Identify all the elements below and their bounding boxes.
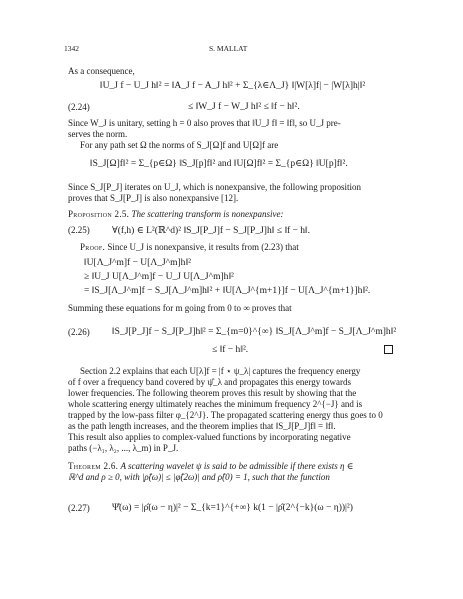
proof-text: Since U_J is nonexpansive, it results from (2.23) that [107,242,299,252]
text-line: as the path length increases, and the theorem implies that ‖S_J[P_J]f‖ = ‖f‖. [68,421,336,431]
text-line: As a consequence, [68,66,135,76]
qed-box [384,345,393,354]
text-line: This result also applies to complex-valued functions by incorporating negative [68,432,351,442]
equation-line: ∀(f,h) ∈ L²(ℝ^d)² ‖S_J[P_J]f − S_J[P_J]h‖ ≤ ‖f − h‖. [112,226,311,236]
equation-number: (2.24) [68,102,90,112]
text-line: trapped by the low-pass filter φ_{2^J}. The propagated scattering energy thus goes to 0 [68,410,383,420]
text-line: whole scattering energy ultimately reaches the minimum frequency 2^{−J} and is [68,399,363,409]
text-line: Since W_J is unitary, setting h = 0 also proves that ‖U_J f‖ = ‖f‖, so U_J pre- [68,118,341,128]
proposition-label: Proposition 2.5. [68,209,130,219]
equation-number: (2.27) [68,503,90,513]
equation-number: (2.25) [68,225,90,235]
text-line: For any path set Ω the norms of S_J[Ω]f and U[Ω]f are [80,140,279,150]
equation-line: = ‖S_J[Λ_J^m]f − S_J[Λ_J^m]h‖² + ‖U[Λ_J^{m+1}]f − U[Λ_J^{m+1}]h‖². [84,286,371,296]
equation-line: Ψ̂(ω) = |ρ̂(ω − η)|² − Σ_{k=1}^{+∞} k(1 − |ρ̂(2^{−k}(ω − η))|²) [112,503,353,513]
page-number: 1342 [64,44,79,53]
equation-line: ≤ ‖W_J f − W_J h‖² ≤ ‖f − h‖². [188,102,300,112]
proof-label: Proof. [80,242,106,252]
text-line: serves the norm. [68,129,128,139]
proposition-statement: The scattering transform is nonexpansive: [131,209,284,219]
theorem-label: Theorem 2.6. [68,461,119,471]
equation-line: ≤ ‖f − h‖². [212,345,249,355]
theorem-statement: A scattering wavelet ψ is said to be admissible if there exists η ∈ [120,461,354,471]
theorem-heading [68,461,353,472]
equation-line: ‖S_J[Ω]f‖² = Σ_{p∈Ω} ‖S_J[p]f‖² and ‖U[Ω]f‖² = Σ_{p∈Ω} ‖U[p]f‖². [90,159,348,169]
equation-text: ‖U_J f − U_J h‖² = ‖A_J f − A_J h‖² + Σ_{λ∈Λ_J} ‖|W[λ]f| − |W[λ]h|‖² [100,81,366,91]
equation-line: ‖S_J[P_J]f − S_J[P_J]h‖² = Σ_{m=0}^{∞} ‖S_J[Λ_J^m]f − S_J[Λ_J^m]h‖² [112,327,397,337]
running-head: S. MALLAT [209,44,248,53]
equation-number: (2.26) [68,327,90,337]
text-line: paths (−λ₁, λ₂, ..., λ_m) in P_J. [68,443,179,453]
text-line: Since S_J[P_J] iterates on U_J, which is nonexpansive, the following proposition [68,182,361,192]
text-line: of f over a frequency band covered by ψ̂_λ and propagates this energy towards [68,377,351,387]
proposition-heading [68,209,283,220]
equation-line [100,80,365,91]
text-line: Summing these equations for m going from 0 to ∞ proves that [68,303,292,313]
text-line: lower frequencies. The following theorem proves this result by showing that the [68,388,357,398]
text-line: Section 2.2 explains that each U[λ]f = |f ⋆ ψ_λ| captures the frequency energy [80,366,361,376]
text-line: proves that S_J[P_J] is also nonexpansive [12]. [68,193,239,203]
proof-heading [80,242,299,253]
equation-line: ‖U[Λ_J^m]f − U[Λ_J^m]h‖² [84,258,191,268]
theorem-statement-line: ℝ^d and ρ ≥ 0, with |ρ̂(ω)| ≤ |φ̂(2ω)| and ρ̂(0) = 1, such that the function [68,472,330,482]
equation-line: ≥ ‖U_J U[Λ_J^m]f − U_J U[Λ_J^m]h‖² [84,272,234,282]
